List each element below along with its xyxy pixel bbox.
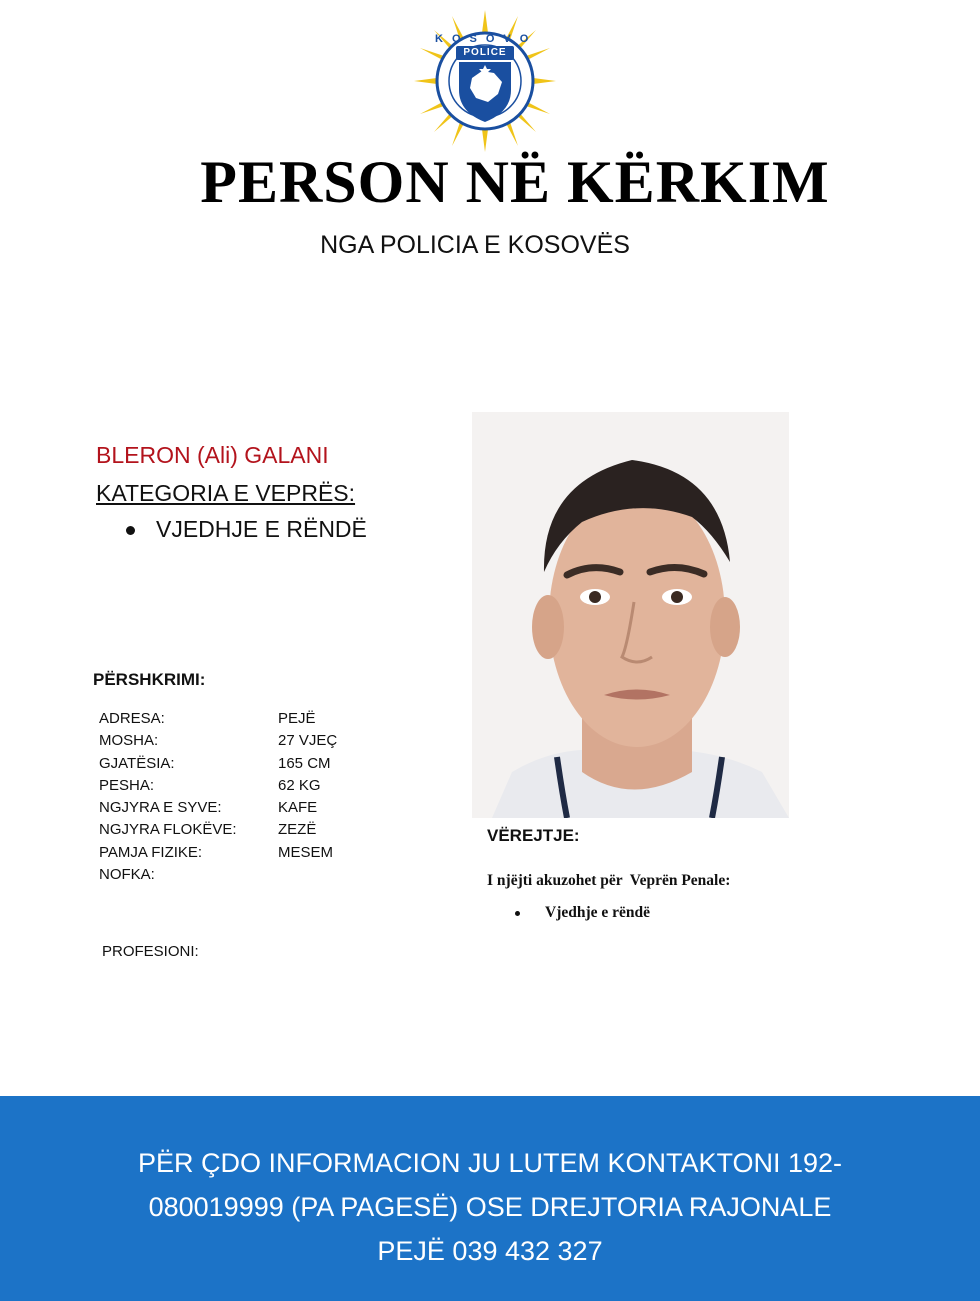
profession-label: PROFESIONI: (102, 943, 199, 960)
remarks-heading: VËREJTJE: (487, 826, 580, 845)
description-value (278, 866, 337, 888)
suspect-photo (472, 412, 789, 818)
description-value: KAFE (278, 799, 318, 817)
offense-category-item (96, 516, 367, 543)
contact-info (120, 1141, 860, 1273)
description-table (99, 710, 337, 888)
description-value: 165 CM (278, 754, 331, 772)
description-row (99, 866, 337, 888)
contact-line: PEJË 039 432 327 (377, 1236, 603, 1266)
page-title: PERSON NË KËRKIM (200, 149, 830, 215)
description-row (99, 777, 337, 799)
description-label: NGJYRA FLOKËVE: (99, 821, 237, 839)
remarks-item-text: Vjedhje e rëndë (545, 904, 651, 921)
contact-line: 080019999 (PA PAGESË) OSE DREJTORIA RAJONALE (148, 1192, 832, 1222)
suspect-portrait-photo (472, 412, 789, 818)
description-value: MESEM (278, 843, 334, 861)
remarks-item (512, 904, 650, 922)
description-row (99, 755, 337, 777)
offense-category-label: KATEGORIA E VEPRËS: (96, 480, 356, 506)
remarks-list (512, 904, 650, 922)
bullet-icon (126, 526, 135, 535)
description-label: ADRESA: (99, 710, 165, 727)
logo-banner-text: POLICE (463, 47, 507, 58)
description-row (99, 799, 337, 821)
description-value: 62 KG (278, 776, 321, 794)
description-row (99, 821, 337, 843)
page-subtitle: NGA POLICIA E KOSOVËS (320, 231, 630, 259)
contact-line: PËR ÇDO INFORMACION JU LUTEM KONTAKTONI 192- (137, 1148, 843, 1178)
description-label: NGJYRA E SYVE: (99, 799, 222, 817)
bullet-icon (515, 911, 520, 916)
description-label: PAMJA FIZIKE: (99, 843, 203, 861)
kosovo-police-logo (412, 8, 558, 154)
description-label: NOFKA: (99, 866, 155, 884)
description-label: MOSHA: (99, 732, 159, 750)
description-value: ZEZË (278, 821, 317, 839)
logo-ring-text: KOSOVO (435, 33, 538, 45)
description-label: GJATËSIA: (99, 754, 175, 772)
wanted-person-name: BLERON (Ali) GALANI (96, 442, 329, 468)
description-value: PEJË (278, 710, 316, 727)
description-value: 27 VJEÇ (278, 732, 338, 750)
description-row (99, 732, 337, 754)
kosovo-police-badge-icon (412, 8, 558, 154)
description-row (99, 710, 337, 732)
remarks-text: I njëjti akuzohet për Veprën Penale: (487, 872, 731, 889)
description-row (99, 844, 337, 866)
description-label: PESHA: (99, 776, 155, 794)
description-heading: PËRSHKRIMI: (93, 670, 206, 689)
offense-category-list (96, 516, 367, 543)
offense-category-text: VJEDHJE E RËNDË (156, 516, 367, 542)
